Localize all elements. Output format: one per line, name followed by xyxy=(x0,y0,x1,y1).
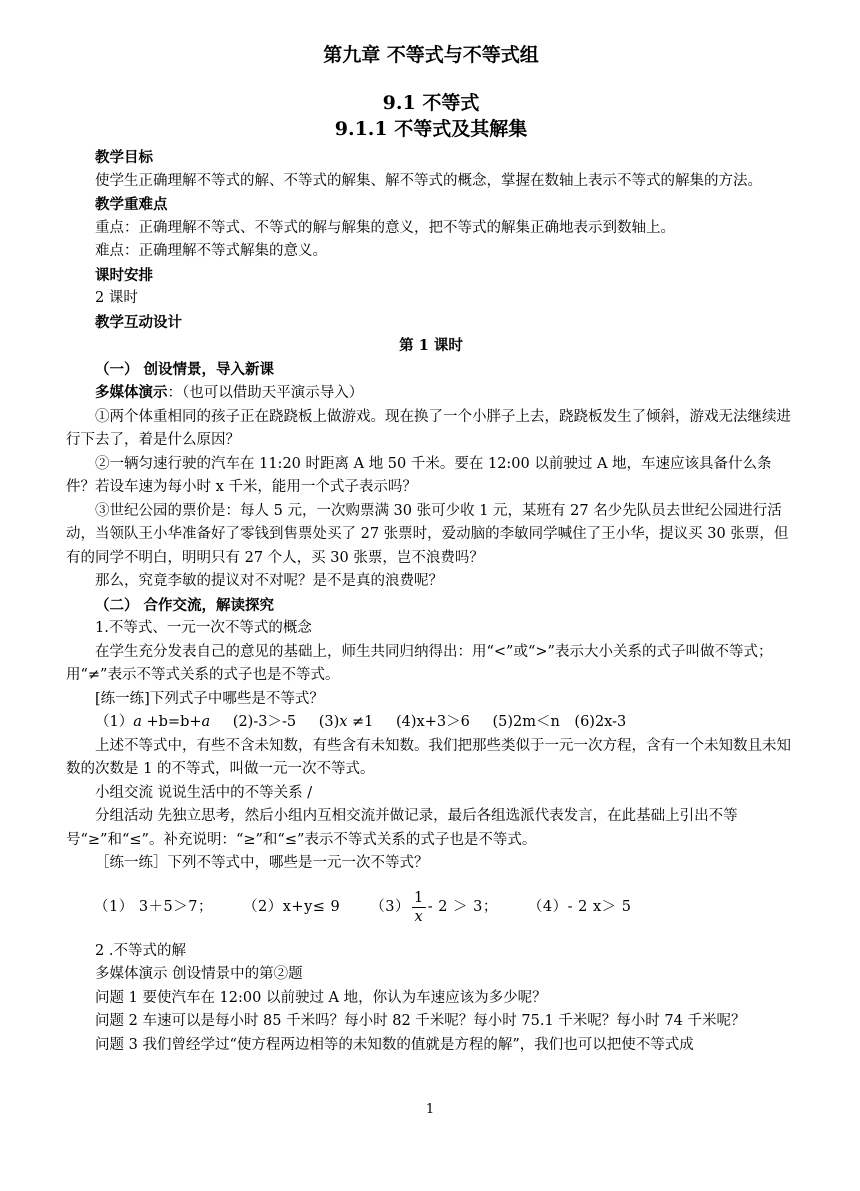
key-points-heading: 教学重难点 xyxy=(95,196,168,213)
group-activity: 分组活动 先独立思考，然后小组内互相交流并做记录，最后各组选派代表发言，在此基础上引出不等号“≥”和“≤”。补充说明：“≥”和“≤”表示不等式关系的式子也是不等式。 xyxy=(66,808,738,848)
practice2-item-2: （2）x+y≤ 9 xyxy=(243,898,341,915)
part2-heading: （二） 合作交流，解读探究 xyxy=(95,596,275,614)
demo-label: 多媒体演示 xyxy=(95,384,168,401)
practice1-item-1: （1）a +b=b+a xyxy=(95,714,211,730)
practice2-prompt: ［练一练］下列不等式中，哪些是一元一次不等式？ xyxy=(95,855,429,871)
practice2-item-1: （1） 3＋5＞7； xyxy=(94,898,214,915)
scenario-3: ③世纪公园的票价是：每人 5 元，一次购票满 30 张可少收 1 元，某班有 27 名少先队员去世纪公园进行活动，当领队王小华准备好了零钱到售票处买了 27 张票时，爱动脑的李敏同学喊住了王小华，提议买 30 张票，但有的同学不明白，明明只有 27 个人，买 30 张票，岂不浪费吗？ xyxy=(66,502,789,566)
practice1-item-4: (4)x+3＞6 xyxy=(396,714,470,730)
question-3: 问题 3 我们曾经学过“使方程两边相等的未知数的值就是方程的解”，我们也可以把使不等式成 xyxy=(95,1036,694,1053)
group-talk: 小组交流 说说生活中的不等关系 / xyxy=(95,784,313,801)
practice1-item-3: (3)x ≠1 xyxy=(318,714,374,730)
sub2-demo: 多媒体演示 创设情景中的第②题 xyxy=(95,966,303,982)
demo-note: ：（也可以借助天平演示导入） xyxy=(167,385,364,401)
question-2: 问题 2 车速可以是每小时 85 千米吗？每小时 82 千米呢？每小时 75.1 千米呢？每小时 74 千米呢？ xyxy=(95,1013,746,1029)
multimedia-demo-line xyxy=(66,381,796,406)
sub1-heading: 1.不等式、一元一次不等式的概念 xyxy=(95,620,312,636)
design-heading: 教学互动设计 xyxy=(95,313,182,331)
scenario-question: 那么，究竟李敏的提议对不对呢？是不是真的浪费呢？ xyxy=(95,573,443,589)
practice2-item-4: （4）- 2 x＞ 5 xyxy=(527,898,632,915)
practice1-item-5: (5)2m＜n xyxy=(492,714,560,730)
lesson-title: 第 1 课时 xyxy=(399,337,463,354)
linear-inequality-definition: 上述不等式中，有些不含未知数，有些含有未知数。我们把那些类似于一元一次方程，含有一个未知数且未知数的次数是 1 的不等式，叫做一元一次不等式。 xyxy=(66,737,791,777)
part1-heading: （一） 创设情景，导入新课 xyxy=(95,360,275,378)
scenario-1: ①两个体重相同的孩子正在跷跷板上做游戏。现在换了一个小胖子上去，跷跷板发生了倾斜，游戏无法继续进行下去了，着是什么原因？ xyxy=(66,408,791,448)
teaching-goal-text: 使学生正确理解不等式的解、不等式的解集、解不等式的概念，掌握在数轴上表示不等式的解集的方法。 xyxy=(95,172,762,189)
schedule-text: 2 课时 xyxy=(95,290,138,306)
concept-summary: 在学生充分发表自己的意见的基础上，师生共同归纳得出：用“<”或“>”表示大小关系的式子叫做不等式；用“≠”表示不等式关系的式子也是不等式。 xyxy=(66,643,773,683)
practice1-prompt: [练一练]下列式子中哪些是不等式？ xyxy=(95,690,324,707)
key-point-text: 重点：正确理解不等式、不等式的解与解集的意义，把不等式的解集正确地表示到数轴上。 xyxy=(95,219,675,236)
question-1: 问题 1 要使汽车在 12:00 以前驶过 A 地，你认为车速应该为多少呢？ xyxy=(95,989,547,1006)
page-number: 1 xyxy=(425,1102,435,1117)
teaching-goal-heading: 教学目标 xyxy=(95,149,153,166)
difficult-point-text: 难点：正确理解不等式解集的意义。 xyxy=(95,243,327,259)
practice1-items xyxy=(66,711,796,735)
practice2-item-3: （3） $\frac{1}{x}$ - 2 ＞ 3； xyxy=(370,890,498,925)
chapter-title: 第九章 不等式与不等式组 xyxy=(323,44,539,66)
fraction-one-over-x: $\frac{1}{x}$ xyxy=(413,890,424,925)
scenario-2: ②一辆匀速行驶的汽车在 11:20 时距离 A 地 50 千米。要在 12:00 以前驶过 A 地，车速应该具备什么条件？若设车速为每小时 x 千米，能用一个式子表示吗？ xyxy=(66,455,772,495)
practice2-items xyxy=(66,880,796,936)
schedule-heading: 课时安排 xyxy=(95,266,153,284)
section-title: 9.1 不等式 xyxy=(382,92,480,114)
subsection-title: 9.1.1 不等式及其解集 xyxy=(334,118,528,140)
practice1-item-6: (6)2x-3 xyxy=(574,714,627,730)
document-content xyxy=(66,40,796,1057)
practice1-item-2: (2)-3＞-5 xyxy=(232,714,297,730)
sub2-heading: 2 .不等式的解 xyxy=(95,942,186,959)
